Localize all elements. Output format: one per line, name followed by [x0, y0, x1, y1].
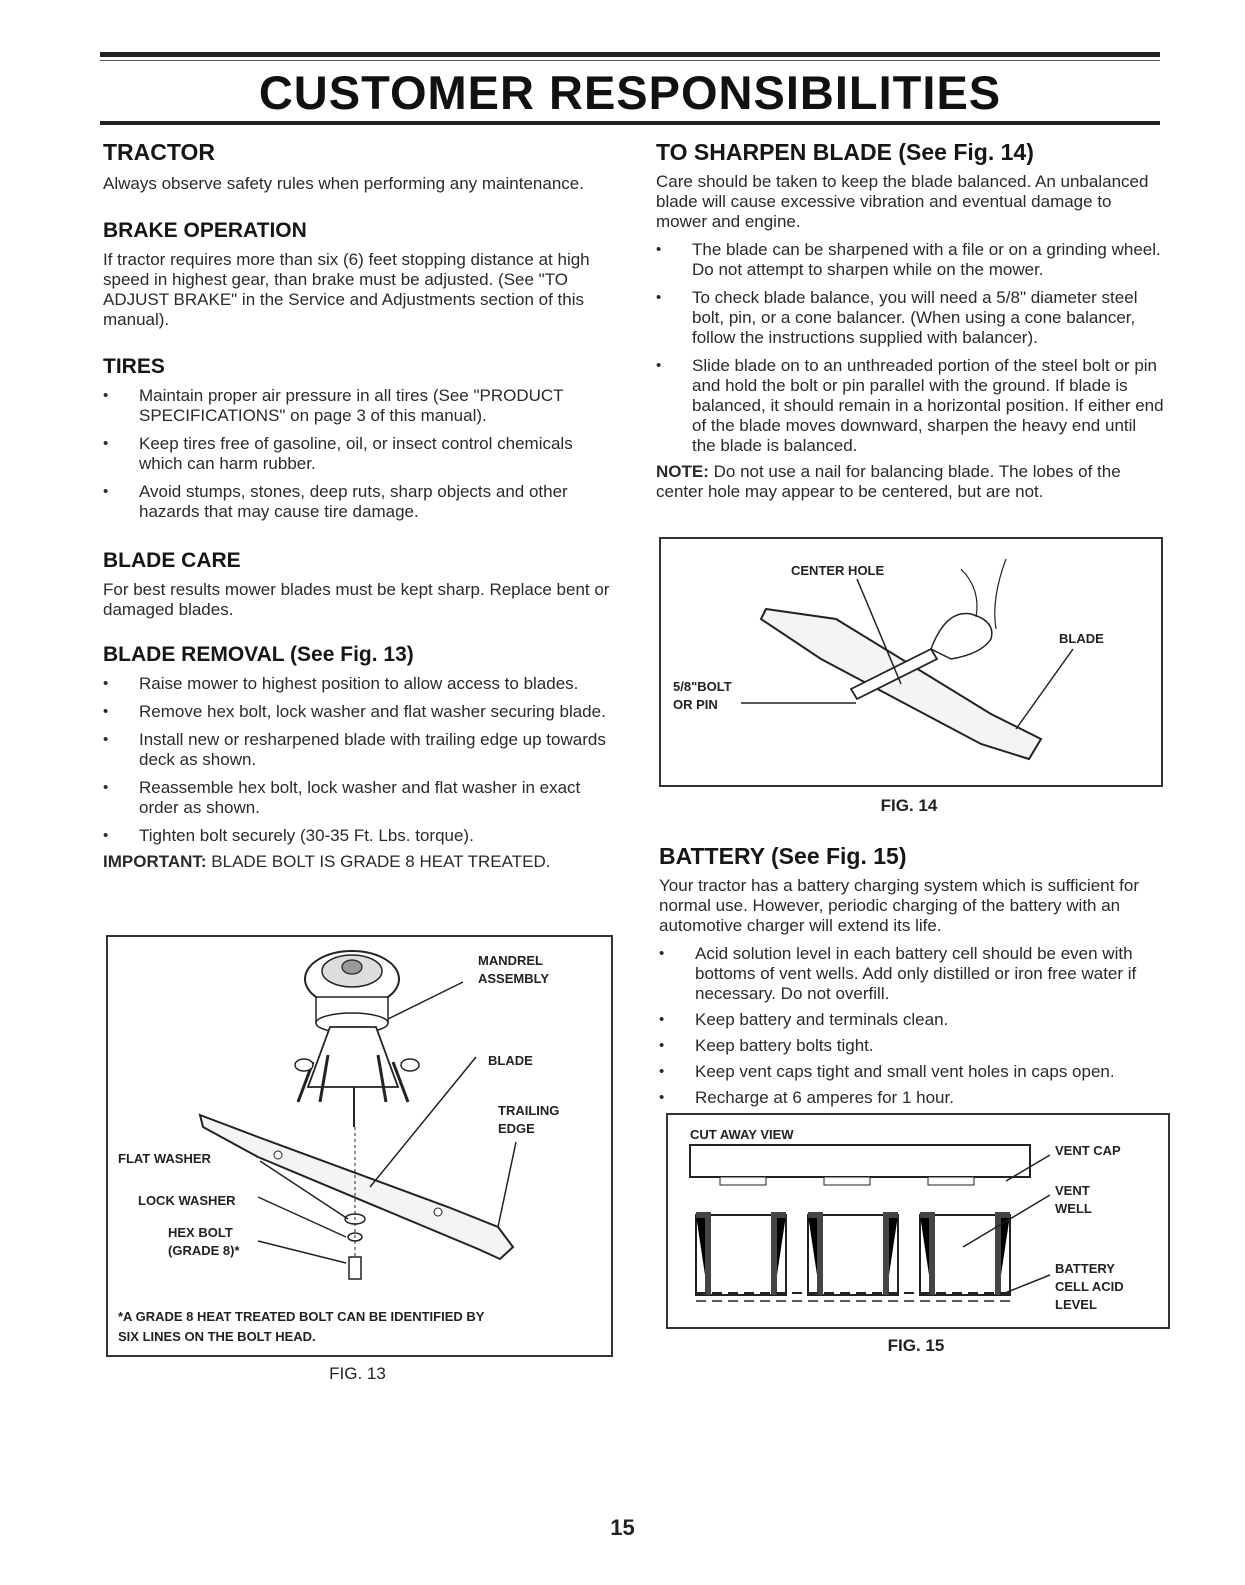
- label-hex-bolt: HEX BOLT: [168, 1225, 233, 1240]
- label-well: WELL: [1055, 1201, 1092, 1216]
- battery-section: [659, 842, 1164, 1108]
- blade-removal-heading: BLADE REMOVAL (See Fig. 13): [103, 643, 414, 666]
- blade-care-text: For best results mower blades must be kept sharp. Replace bent or damaged blades.: [103, 580, 610, 619]
- note-text: Do not use a nail for balancing blade. The lobes of the center hole may appear to be centered, but are not.: [656, 462, 1121, 501]
- left-column: [103, 138, 610, 872]
- fig14-caption: FIG. 14: [880, 796, 938, 815]
- label-grade: (GRADE 8)*: [168, 1243, 240, 1258]
- header-rule-top: [100, 52, 1160, 57]
- list-item: • Avoid stumps, stones, deep ruts, sharp objects and other hazards that may cause tire damage.: [103, 482, 610, 522]
- label-center-hole: CENTER HOLE: [791, 563, 885, 578]
- page-title: CUSTOMER RESPONSIBILITIES: [258, 66, 1002, 119]
- label-mandrel: MANDREL: [478, 953, 543, 968]
- battery-list: [659, 944, 1164, 1108]
- figure-14: [659, 537, 1163, 787]
- blade-care-heading: BLADE CARE: [103, 549, 241, 572]
- header-rule-top-thin: [100, 60, 1160, 61]
- list-item: • The blade can be sharpened with a file or on a grinding wheel. Do not attempt to sharpen while on the mower.: [656, 240, 1164, 280]
- sharpen-list: [656, 240, 1164, 456]
- header-rule-bottom: [100, 121, 1160, 125]
- label-blade: BLADE: [1059, 631, 1104, 646]
- tractor-heading: TRACTOR: [103, 139, 216, 165]
- label-or-pin: OR PIN: [673, 697, 718, 712]
- label-cell-acid: CELL ACID: [1055, 1279, 1124, 1294]
- blade-balance-illustration: [661, 539, 1161, 785]
- list-item: • Acid solution level in each battery cell should be even with bottoms of vent wells. Add only distilled or iron free water if necessary. Do not overfill.: [659, 944, 1164, 1004]
- blade-assembly-illustration: [108, 937, 611, 1355]
- tractor-text: Always observe safety rules when performing any maintenance.: [103, 174, 584, 193]
- list-item: • Reassemble hex bolt, lock washer and flat washer in exact order as shown.: [103, 778, 610, 818]
- right-column: [656, 138, 1164, 502]
- label-level: LEVEL: [1055, 1297, 1097, 1312]
- list-item: • Slide blade on to an unthreaded portion of the steel bolt or pin and hold the bolt or pin parallel with the ground. If blade is balanced, it should remain in a horizontal position. If either end of the blade moves downward, sharpen the heavy end until the blade is balanced.: [656, 356, 1164, 456]
- blade-removal-list: [103, 674, 610, 846]
- sharpen-heading: TO SHARPEN BLADE (See Fig. 14): [656, 139, 1034, 165]
- list-item: • Raise mower to highest position to allow access to blades.: [103, 674, 610, 694]
- list-item: • Keep vent caps tight and small vent holes in caps open.: [659, 1062, 1164, 1082]
- list-item: • Recharge at 6 amperes for 1 hour.: [659, 1088, 1164, 1108]
- fig13-note-line1: *A GRADE 8 HEAT TREATED BOLT CAN BE IDENTIFIED BY: [118, 1309, 485, 1324]
- tires-list: [103, 386, 610, 522]
- page-number: 15: [610, 1515, 635, 1540]
- battery-cutaway-illustration: [668, 1115, 1168, 1327]
- sharpen-text: Care should be taken to keep the blade balanced. An unbalanced blade will cause excessive vibration and eventual damage to mower and engine.: [656, 172, 1149, 231]
- label-vent: VENT: [1055, 1183, 1090, 1198]
- list-item: • Tighten bolt securely (30-35 Ft. Lbs. torque).: [103, 826, 610, 846]
- list-item: • Maintain proper air pressure in all tires (See "PRODUCT SPECIFICATIONS" on page 3 of this manual).: [103, 386, 610, 426]
- list-item: • Keep tires free of gasoline, oil, or insect control chemicals which can harm rubber.: [103, 434, 610, 474]
- list-item: • Install new or resharpened blade with trailing edge up towards deck as shown.: [103, 730, 610, 770]
- list-item: • Keep battery and terminals clean.: [659, 1010, 1164, 1030]
- label-battery: BATTERY: [1055, 1261, 1115, 1276]
- label-lock-washer: LOCK WASHER: [138, 1193, 236, 1208]
- fig13-caption: FIG. 13: [329, 1364, 386, 1383]
- battery-heading: BATTERY (See Fig. 15): [659, 843, 907, 869]
- fig15-caption: FIG. 15: [887, 1336, 945, 1355]
- label-bolt: 5/8"BOLT: [673, 679, 732, 694]
- label-vent-cap: VENT CAP: [1055, 1143, 1121, 1158]
- label-edge: EDGE: [498, 1121, 535, 1136]
- label-blade: BLADE: [488, 1053, 533, 1068]
- fig13-note-line2: SIX LINES ON THE BOLT HEAD.: [118, 1329, 316, 1344]
- sharpen-note: [656, 462, 1164, 502]
- list-item: • To check blade balance, you will need a 5/8" diameter steel bolt, pin, or a cone balancer. (When using a cone balancer, follow the instructions supplied with balancer).: [656, 288, 1164, 348]
- list-item: • Remove hex bolt, lock washer and flat washer securing blade.: [103, 702, 610, 722]
- tires-heading: TIRES: [103, 355, 165, 378]
- label-assembly: ASSEMBLY: [478, 971, 550, 986]
- list-item: • Keep battery bolts tight.: [659, 1036, 1164, 1056]
- label-flat-washer: FLAT WASHER: [118, 1151, 211, 1166]
- note-label: NOTE:: [656, 462, 709, 481]
- label-cutaway: CUT AWAY VIEW: [690, 1127, 794, 1142]
- battery-text: Your tractor has a battery charging system which is sufficient for normal use. However, periodic charging of the battery with an automotive charger will extend its life.: [659, 876, 1140, 935]
- label-trailing: TRAILING: [498, 1103, 560, 1118]
- important-text: BLADE BOLT IS GRADE 8 HEAT TREATED.: [211, 852, 551, 871]
- brake-heading: BRAKE OPERATION: [103, 219, 307, 242]
- figure-13: [106, 935, 613, 1357]
- important-label: IMPORTANT:: [103, 852, 207, 871]
- important-note: [103, 852, 610, 872]
- brake-text: If tractor requires more than six (6) feet stopping distance at high speed in highest gear, than brake must be adjusted. (See "TO ADJUST BRAKE" in the Service and Adjustments section of this manual).: [103, 250, 590, 329]
- figure-15: [666, 1113, 1170, 1329]
